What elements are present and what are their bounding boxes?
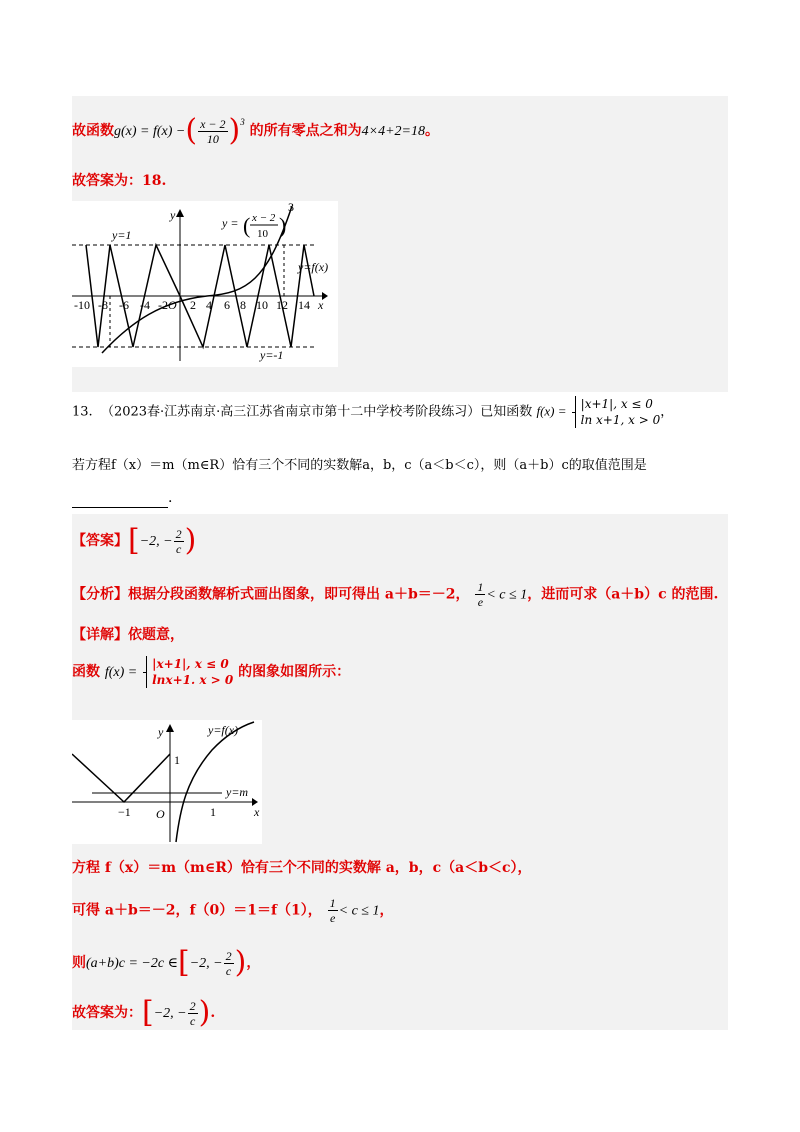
detail-function-line: 函数 f(x) = |x+1|, x ≤ 0 lnx+1. x > 0 的图象如图所示： [72, 657, 351, 687]
detail-tag-line: 【详解】依题意， [72, 627, 184, 643]
pos-tick-labels [190, 298, 310, 312]
abs-curve [72, 754, 170, 802]
f-label: y=f(x) [208, 723, 239, 737]
svg-text:-2: -2 [158, 298, 168, 312]
tick-y-1: 1 [174, 753, 180, 767]
figure-zero-intersections [72, 201, 338, 367]
figure-piecewise-graph [72, 720, 262, 844]
m-label: y=m [226, 785, 249, 799]
svg-text:2: 2 [190, 298, 196, 312]
svg-text:): ) [279, 213, 287, 238]
svg-text:4: 4 [206, 298, 212, 312]
solution-line-1: 方程 f（x）＝m（m∈R）恰有三个不同的实数解 a，b，c（a＜b＜c）， [72, 860, 532, 876]
cubic-label-prefix: y = [222, 216, 239, 230]
y-axis-arrow-icon [176, 209, 184, 217]
svg-text:-8: -8 [98, 298, 108, 312]
label-y-1: y=1 [112, 228, 132, 242]
origin-label: O [156, 807, 165, 821]
solution-line-4: 故答案为：[−2, − $\frac{2}{c}$ ). [72, 995, 216, 1030]
svg-text:14: 14 [298, 298, 310, 312]
origin-label: O [168, 298, 177, 312]
final-answer-prev: 故答案为：18. [72, 173, 167, 189]
svg-text:(: ( [243, 213, 251, 238]
y-axis-label: y [158, 725, 164, 739]
label-y-neg1: y=-1 [260, 348, 284, 362]
tick-x-1: 1 [210, 805, 216, 819]
solution-line-3: 则(a+b)c = −2c ∈[−2, − $\frac{2}{c}$ )， [72, 945, 261, 980]
answer-line: 【答案】[−2, − $\frac{2}{c}$ ) [72, 523, 197, 558]
cubic-label-num: x − 2 [252, 212, 276, 224]
cubic-label-den: 10 [257, 228, 268, 240]
x-axis-label: x [318, 298, 324, 312]
detail-piecewise-brace: |x+1|, x ≤ 0 lnx+1. x > 0 [146, 656, 233, 688]
svg-text:12: 12 [276, 298, 288, 312]
piecewise-brace: |x+1|, x ≤ 0 ln x+1, x > 0 [575, 396, 661, 428]
ln-curve [176, 722, 254, 842]
svg-text:6: 6 [224, 298, 230, 312]
f-label: y=f(x) [298, 260, 329, 274]
zeros-sum-line: 故函数g(x) = f(x) −( $\frac{x - 2}{10}$ )$^3$ 的所有零点之和为4×4+2=18。 [72, 113, 439, 148]
y-axis-label: y [170, 208, 176, 222]
y-axis-arrow-icon [166, 724, 174, 732]
neg-tick-labels [74, 298, 168, 312]
answer-blank [72, 493, 168, 508]
question-13-line1: 13. （2023春·江苏南京·高三江苏省南京市第十二中学校考阶段练习）已知函数 f(x) = |x+1|, x ≤ 0 ln x+1, x > 0， [72, 397, 674, 427]
svg-text:-10: -10 [74, 298, 90, 312]
svg-text:-6: -6 [119, 298, 129, 312]
solution-line-2: 可得 a＋b＝－2，f（0）＝1＝f（1）， $\frac{1}{e}$ < c ≤ 1， [72, 896, 394, 925]
svg-text:10: 10 [256, 298, 268, 312]
question-13-line2: 若方程f（x）＝m（m∈R）恰有三个不同的实数解a，b，c（a＜b＜c），则（a＋b）c的取值范围是 [72, 458, 647, 473]
svg-text:-4: -4 [140, 298, 150, 312]
svg-text:8: 8 [240, 298, 246, 312]
analysis-line: 【分析】根据分段函数解析式画出图象，即可得出 a＋b＝－2， $\frac{1}{e}$ < c ≤ 1，进而可求（a＋b）c 的范围. [72, 580, 719, 609]
cubic-label-exp: 3 [288, 201, 294, 214]
tick-x-neg1: −1 [118, 805, 131, 819]
x-axis-label: x [254, 805, 260, 819]
question-13-blank: . [72, 488, 172, 508]
